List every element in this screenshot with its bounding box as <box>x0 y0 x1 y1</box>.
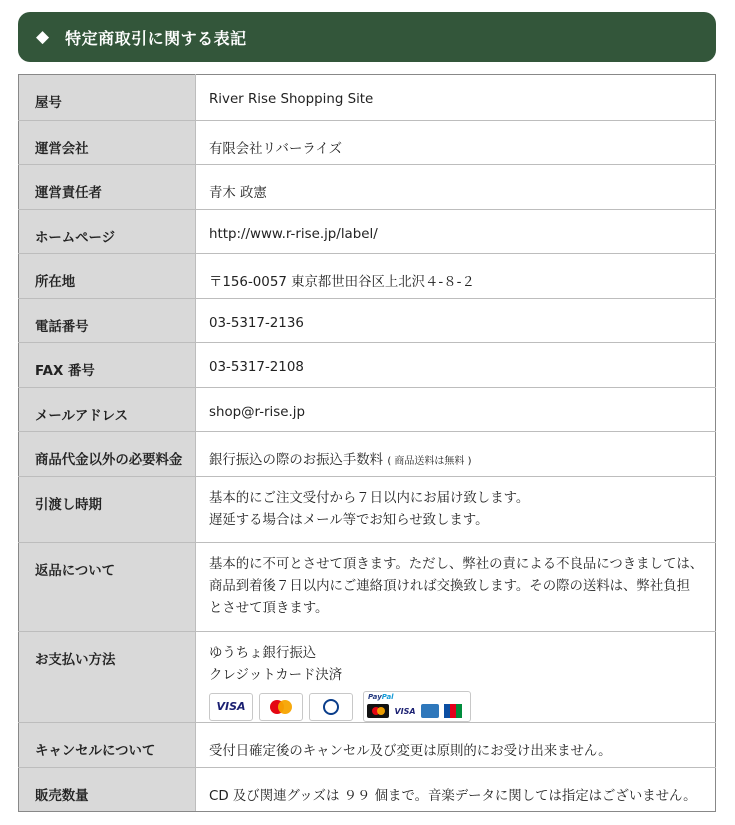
row-line: クレジットカード決済 <box>209 668 343 683</box>
visa-card-icon: VISA <box>209 693 253 721</box>
card-logos <box>209 691 715 722</box>
row-value: 受付日確定後のキャンセル及び変更は原則的にお受け出来ません。 <box>209 744 612 759</box>
table-row <box>19 723 716 768</box>
row-line: 遅延する場合はメール等でお知らせ致します。 <box>209 513 489 528</box>
amex-mini-icon <box>421 704 439 718</box>
row-label: 販売数量 <box>35 789 89 804</box>
row-label: 返品について <box>35 564 116 579</box>
table-row <box>19 121 716 165</box>
paypal-cards-icon <box>363 691 471 722</box>
row-value: 銀行振込の際のお振込手数料 <box>209 453 384 468</box>
email-link[interactable]: shop@r-rise.jp <box>209 405 305 420</box>
table-row <box>19 210 716 254</box>
row-label: 所在地 <box>35 275 76 290</box>
paypal-logo: PayPal <box>368 693 394 701</box>
row-value: 有限会社リバーライズ <box>209 142 342 157</box>
table-row <box>19 75 716 121</box>
row-value: River Rise Shopping Site <box>209 92 374 107</box>
info-table <box>18 74 716 812</box>
table-row <box>19 165 716 210</box>
row-label: FAX 番号 <box>35 364 95 379</box>
table-row <box>19 632 716 723</box>
row-label: 運営会社 <box>35 142 89 157</box>
table-row <box>19 254 716 299</box>
row-label: メールアドレス <box>35 409 129 424</box>
row-line: 商品到着後７日以内にご連絡頂ければ交換致します。その際の送料は、弊社負担 <box>209 579 690 594</box>
row-label: キャンセルについて <box>35 744 156 759</box>
row-line: とさせて頂きます。 <box>209 601 329 616</box>
row-line: ゆうちょ銀行振込 <box>209 646 317 661</box>
row-label: 電話番号 <box>35 320 89 335</box>
table-row <box>19 543 716 632</box>
mastercard-icon <box>259 693 303 721</box>
row-value: 03-5317-2136 <box>209 316 304 331</box>
diners-club-icon <box>309 693 353 721</box>
row-label: 運営責任者 <box>35 186 102 201</box>
row-line: 基本的にご注文受付から７日以内にお届け致します。 <box>209 491 530 506</box>
row-value: CD 及び関連グッズは ９９ 個まで。音楽データに関しては指定はございません。 <box>209 789 697 804</box>
visa-mini-icon: VISA <box>394 706 416 716</box>
row-note: ( 商品送料は無料 ) <box>387 456 472 467</box>
table-row <box>19 343 716 388</box>
table-row <box>19 768 716 812</box>
jcb-mini-icon <box>442 704 464 718</box>
table-row <box>19 299 716 343</box>
row-value: 〒156-0057 東京都世田谷区上北沢４-８-２ <box>209 275 475 290</box>
row-value: 青木 政憲 <box>209 186 267 201</box>
section-header <box>18 12 716 62</box>
table-row <box>19 432 716 477</box>
row-value: 03-5317-2108 <box>209 360 304 375</box>
homepage-link[interactable]: http://www.r-rise.jp/label/ <box>209 227 378 242</box>
row-label: 引渡し時期 <box>35 498 102 513</box>
row-label: 屋号 <box>35 96 62 111</box>
row-label: ホームページ <box>35 231 116 246</box>
table-row <box>19 388 716 432</box>
section-title: 特定商取引に関する表記 <box>65 28 247 48</box>
row-line: 基本的に不可とさせて頂きます。ただし、弊社の責による不良品につきましては、 <box>209 557 704 572</box>
row-label: 商品代金以外の必要料金 <box>35 453 183 468</box>
row-label: お支払い方法 <box>35 653 116 668</box>
diamond-icon: ◆ <box>36 26 50 47</box>
mastercard-mini-icon <box>367 704 389 718</box>
table-row <box>19 477 716 543</box>
